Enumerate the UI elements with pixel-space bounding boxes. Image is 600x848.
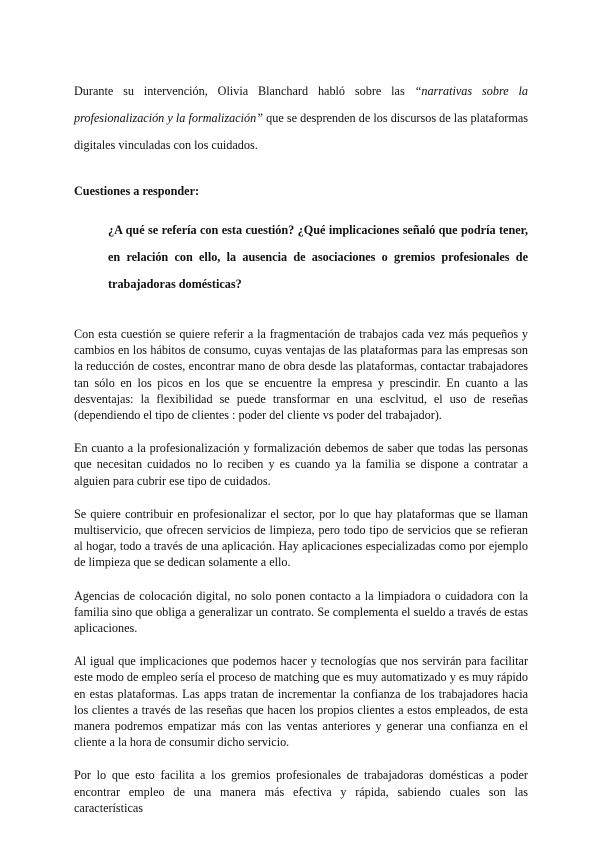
body-paragraph-3: Se quiere contribuir en profesionalizar el sector, por lo que hay plataformas que se llaman multiservicio, que ofrecen servicios de limpieza, pero todo tipo de servicios que se refieran al hogar, todo a través de una aplicación. Hay aplicaciones especializadas como por ejemplo de limpieza que se dedican solamente a ello. (74, 506, 528, 570)
intro-quoted-phrase: “narrativas sobre la profesionalización y la formalización” (74, 84, 528, 125)
question-block: ¿A qué se refería con esta cuestión? ¿Qué implicaciones señaló que podría tener, en relación con ello, la ausencia de asociaciones o gremios profesionales de trabajadoras domésticas? (108, 223, 528, 291)
intro-paragraph (74, 78, 528, 159)
section-heading: Cuestiones a responder: (74, 184, 200, 198)
intro-text-after: que se desprenden de los discursos de las plataformas digitales vinculadas con los cuidados. (74, 111, 528, 152)
intro-text-before: Durante su intervención, Olivia Blanchard habló sobre las (74, 84, 415, 98)
body-paragraph-1: Con esta cuestión se quiere referir a la fragmentación de trabajos cada vez más pequeños y cambios en los hábitos de consumo, cuyas ventajas de las plataformas para las empresas son la reducción de costes, encontrar mano de obra desde las plataformas, contactar trabajadores tan sólo en los picos en los que se encuentre la empresa y prescindir. En cuanto a las desventajas: la flexibilidad se puede transformar en una esclvitud, el uso de reseñas (dependiendo el tipo de clientes : poder del cliente vs poder del trabajador). (74, 327, 528, 423)
body-paragraph-6: Por lo que esto facilita a los gremios profesionales de trabajadoras domésticas a poder encontrar empleo de una manera más efectiva y rápida, sabiendo cuales son las características (74, 768, 528, 815)
body-paragraph-2: En cuanto a la profesionalización y formalización debemos de saber que todas las personas que necesitan cuidados no lo reciben y es cuando ya la familia se dispone a contratar a alguien para cubrir ese tipo de cuidados. (74, 441, 528, 488)
body-paragraph-4: Agencias de colocación digital, no solo ponen contacto a la limpiadora o cuidadora con la familia sino que obliga a generalizar un contrato. Se complementa el sueldo a través de estas aplicaciones. (74, 588, 528, 636)
body-paragraph-5: Al igual que implicaciones que podemos hacer y tecnologías que nos servirán para facilitar este modo de empleo sería el proceso de matching que es muy automatizado y es muy rápido en estas plataformas. Las apps tratan de incrementar la confianza de los trabajadores hacia los clientes a través de las reseñas que hacen los propios clientes a estos empleados, de esta manera podremos empatizar más con las ventas anteriores y generar una confianza en el cliente a la hora de consumir dicho servicio. (74, 654, 528, 750)
